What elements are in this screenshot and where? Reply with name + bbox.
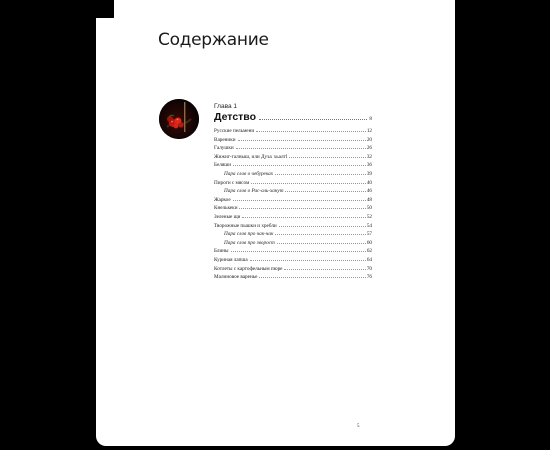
toc-entry-page: 36 [366, 162, 372, 169]
toc-entry-page: 60 [366, 239, 372, 246]
toc-entry [214, 162, 372, 171]
toc-entry-page: 52 [366, 213, 372, 220]
dot-leader [285, 191, 365, 192]
toc-entry-title: Вареники [214, 136, 236, 143]
toc-entry-page: 76 [366, 274, 372, 281]
dot-leader [239, 208, 365, 209]
toc-entry [214, 145, 372, 154]
dot-leader [250, 260, 366, 261]
toc-entry-page: 12 [366, 128, 372, 134]
toc-entry-title: Малиновое варенье [214, 274, 258, 281]
toc-entry [214, 266, 372, 275]
toc-entry-title: Беляши [214, 162, 232, 169]
toc-entry [214, 248, 372, 257]
toc-entry [214, 180, 372, 189]
toc-entry-title: Кнелькеки [214, 205, 238, 212]
toc-entry-title: Котлеты с картофельным пюре [214, 265, 283, 272]
toc-entry-page: 50 [366, 205, 372, 212]
page-title: Содержание [158, 30, 269, 50]
dot-leader [275, 174, 366, 175]
toc-subentry [214, 240, 372, 249]
dot-leader [231, 251, 366, 252]
toc-entry-title: Куриная лапша [214, 256, 248, 263]
toc-entry-title: Зеленые щи [214, 213, 241, 220]
toc-entry-title: Пироги с мясом [214, 179, 250, 186]
toc-subentry [214, 188, 372, 197]
dot-leader [259, 119, 367, 120]
toc-entry-title: Пара слов про зворост [224, 239, 275, 246]
toc-entry-page: 20 [366, 136, 372, 143]
dot-leader [238, 140, 366, 141]
toc-entry [214, 137, 372, 146]
toc-entry-title: Пара слов про чак-чак [224, 231, 274, 238]
toc-entry-title: Пара слов о чебуреках [224, 170, 274, 177]
toc-list [214, 128, 372, 283]
toc-entry-page: 40 [366, 179, 372, 186]
toc-entry-page: 70 [366, 265, 372, 272]
toc-subentry [214, 231, 372, 240]
toc-entry [214, 223, 372, 232]
dot-leader [259, 277, 365, 278]
toc-entry [214, 128, 372, 137]
toc-entry-page: 26 [366, 145, 372, 152]
page-corner-top-left [96, 0, 114, 18]
toc-entry-page: 39 [366, 170, 372, 177]
dot-leader [251, 183, 366, 184]
toc-entry-page: 54 [366, 222, 372, 229]
dot-leader [289, 157, 366, 158]
toc-entry-title: Блины [214, 248, 229, 255]
toc-entry [214, 214, 372, 223]
chapter-photo-icon [159, 99, 199, 139]
dot-leader [279, 226, 366, 227]
toc-entry [214, 154, 372, 163]
toc-entry-page: 32 [366, 153, 372, 160]
chapter-title: Детство [214, 111, 257, 123]
dot-leader [277, 243, 366, 244]
toc-entry-title: Творожные пышки и хребли [214, 222, 277, 229]
toc-entry-title: Русские пельмени [214, 128, 255, 134]
toc-entry-title: Жижиг-галныш, или Дуъх хьалтӏ [214, 153, 288, 160]
toc-entry-title: Жаркое [214, 196, 231, 203]
dot-leader [236, 148, 366, 149]
toc-entry [214, 205, 372, 214]
toc-entry [214, 257, 372, 266]
book-page [96, 0, 455, 446]
chapter-page-number: 8 [369, 116, 372, 122]
page-folio: 5 [357, 424, 360, 429]
toc-entry-page: 57 [366, 231, 372, 238]
toc-entry-page: 46 [366, 188, 372, 195]
toc-entry-page: 64 [366, 256, 372, 263]
toc-entry-title: Пара слов о Рас-аль-ханут [224, 188, 284, 195]
dot-leader [233, 200, 366, 201]
dot-leader [242, 217, 365, 218]
dot-leader [233, 165, 366, 166]
toc-entry [214, 274, 372, 283]
toc-entry-page: 48 [366, 196, 372, 203]
dot-leader [275, 234, 365, 235]
chapter-number: Глава 1 [214, 103, 237, 110]
toc-entry-title: Галушки [214, 145, 234, 152]
dot-leader [256, 131, 366, 132]
toc-subentry [214, 171, 372, 180]
dot-leader [284, 269, 365, 270]
chapter-heading-row [214, 111, 372, 124]
toc-entry [214, 197, 372, 206]
toc-entry-page: 62 [366, 248, 372, 255]
